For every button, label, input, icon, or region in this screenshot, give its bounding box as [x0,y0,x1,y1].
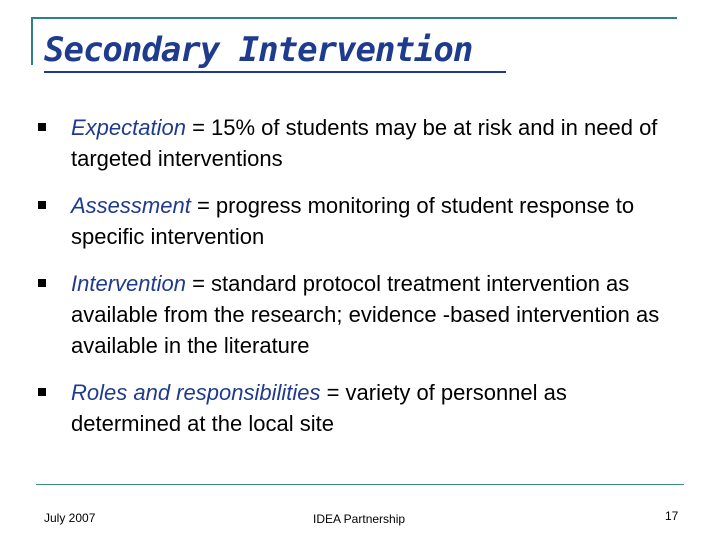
bullet-term: Expectation [71,115,186,140]
bullet-text: = standard protocol treatment intervention as available from the research; evidence -based intervention as available in the literature [71,271,660,358]
bullet-item-roles [38,377,678,439]
bullet-item-intervention [38,268,678,361]
square-bullet-icon [38,388,46,396]
frame-top-rule [31,17,677,19]
bullet-text: = variety of personnel as determined at the local site [71,380,567,436]
bullet-item-assessment [38,190,678,252]
bullet-term: Roles and responsibilities [71,380,321,405]
bullet-text: = 15% of students may be at risk and in need of targeted interventions [71,115,658,171]
square-bullet-icon [38,279,46,287]
slide-title: Secondary Intervention [44,30,473,70]
bullet-item-expectation [38,112,678,174]
square-bullet-icon [38,201,46,209]
footer-rule [36,484,684,485]
bullet-term: Assessment [71,193,191,218]
frame-left-rule [31,17,33,65]
footer-date: July 2007 [44,511,96,525]
bullet-term: Intervention [71,271,186,296]
square-bullet-icon [38,123,46,131]
title-underline [44,71,506,73]
bullet-text: = progress monitoring of student response to specific intervention [71,193,635,249]
bullet-list [38,112,678,455]
footer-organization: IDEA Partnership [313,512,406,526]
footer-page-number: 17 [665,509,679,523]
